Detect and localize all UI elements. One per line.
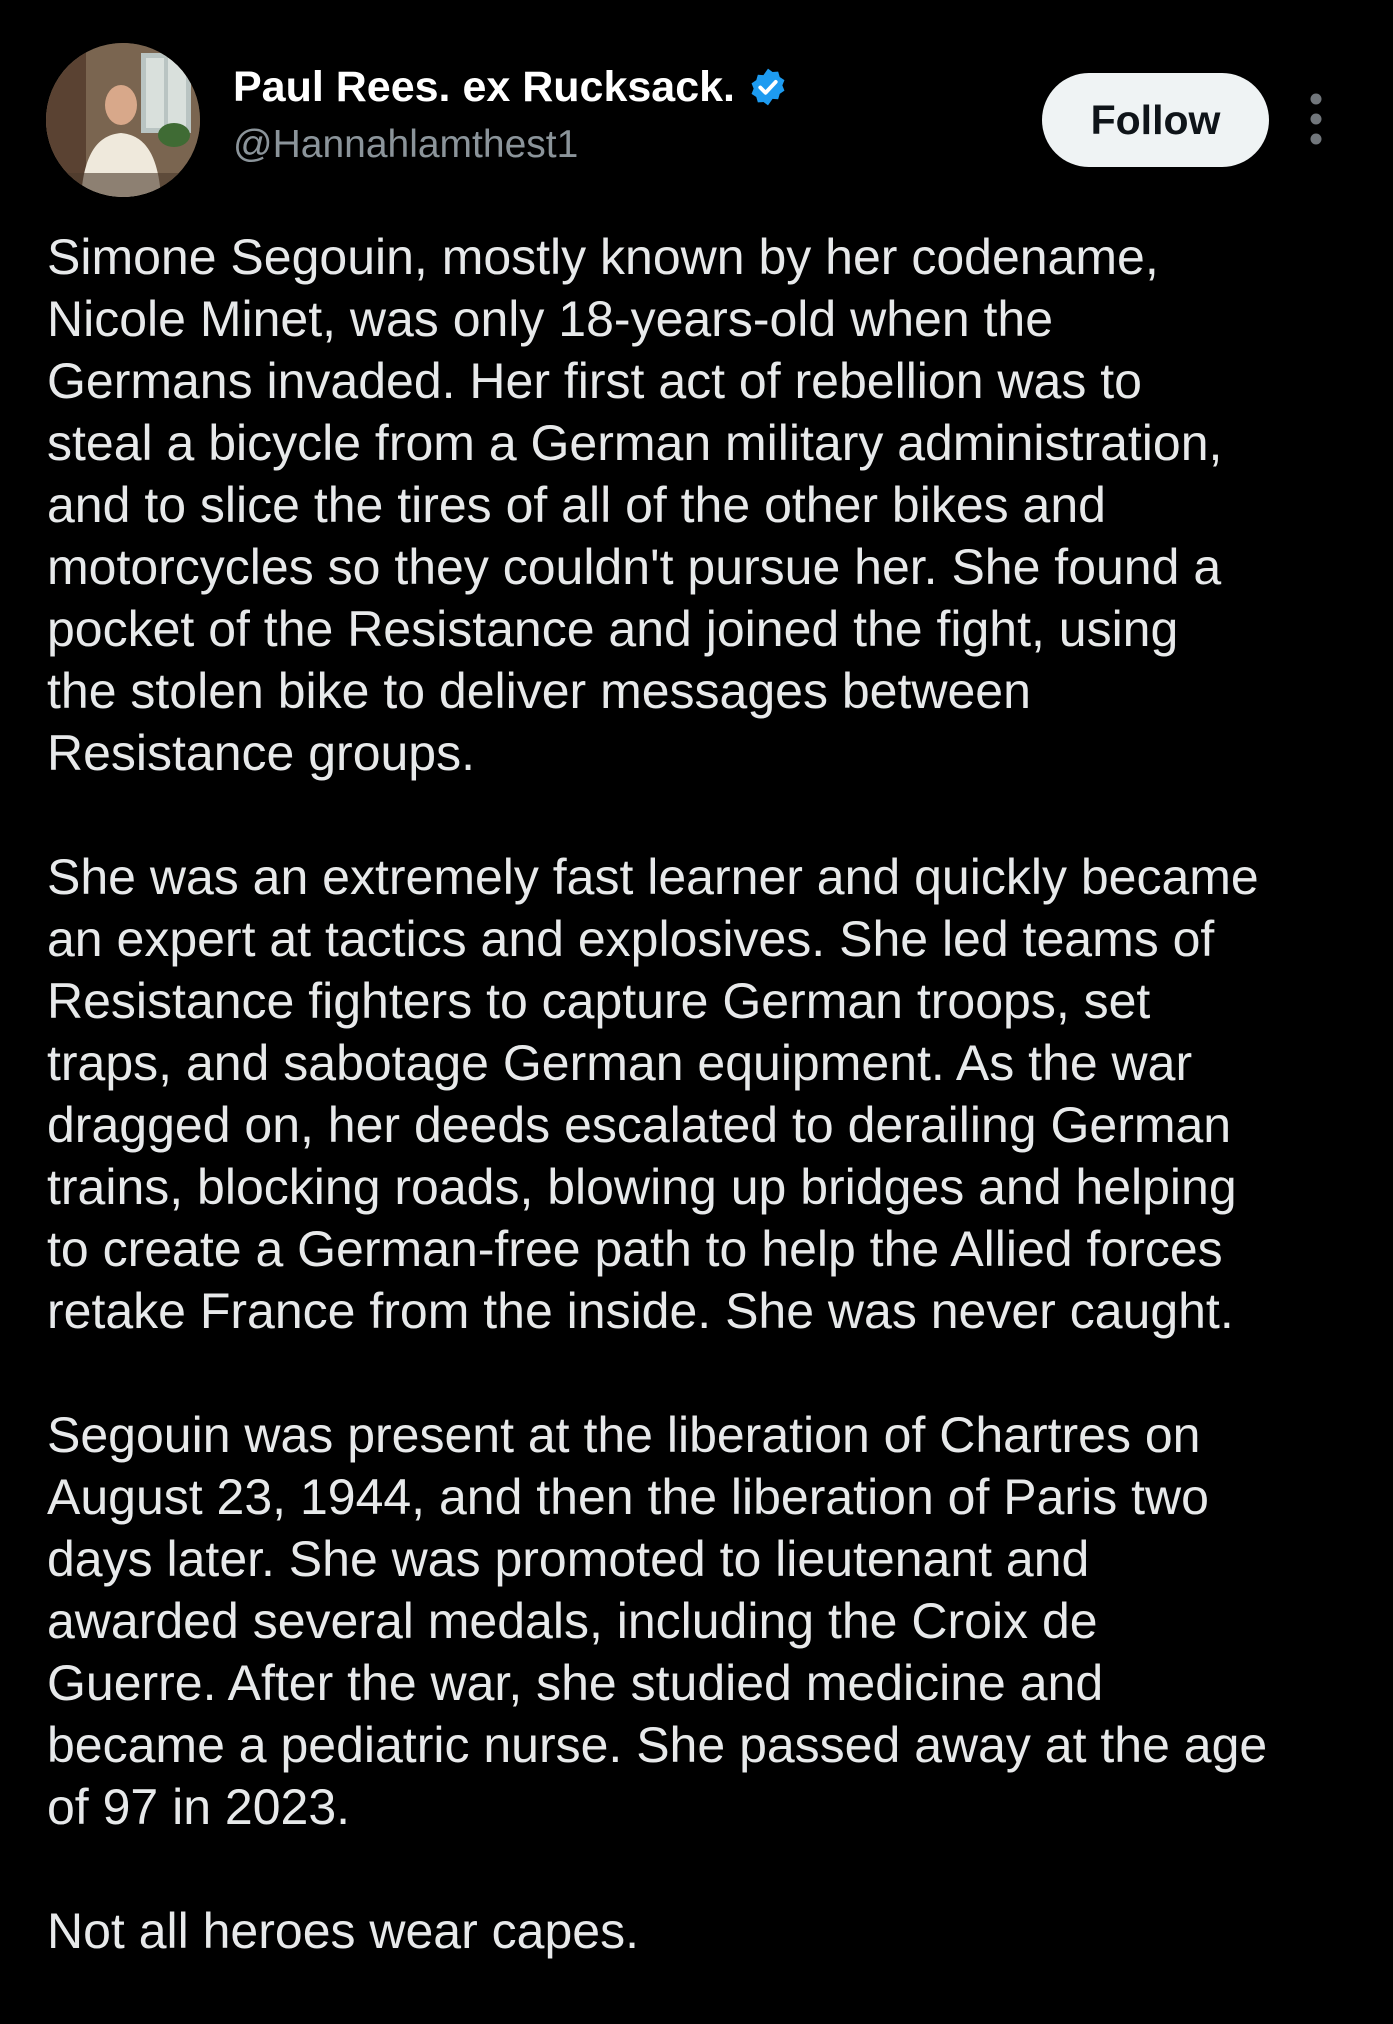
author-display-name-text: Paul Rees. ex Rucksack. — [233, 63, 735, 111]
author-names — [233, 58, 789, 172]
tweet-paragraph: Segouin was present at the liberation of Chartres on August 23, 1944, and then the liberation of Paris two days later. She was promoted to lieutenant and awarded several medals, including the Croix de Guerre. After the war, she studied medicine and became a pediatric nurse. She passed away at the age of 97 in 2023. — [47, 1407, 1268, 1835]
avatar-photo-icon — [46, 43, 200, 197]
verified-badge-icon — [747, 66, 789, 108]
tweet-header — [0, 0, 1393, 170]
follow-button[interactable]: Follow — [1042, 73, 1269, 167]
tweet-paragraph: Not all heroes wear capes. — [47, 1903, 639, 1959]
more-vertical-icon[interactable] — [1304, 92, 1328, 146]
tweet-paragraph: Simone Segouin, mostly known by her codename, Nicole Minet, was only 18-years-old when the Germans invaded. Her first act of rebellion was to steal a bicycle from a German military administration, and to slice the tires of all of the other bikes and motorcycles so they couldn't pursue her. She found a pocket of the Resistance and joined the fight, using the stolen bike to deliver messages between Resistance groups. — [47, 229, 1223, 781]
author-handle[interactable]: @Hannahlamthest1 — [233, 123, 579, 166]
tweet-paragraph: She was an extremely fast learner and quickly became an expert at tactics and explosives. She led teams of Resistance fighters to capture German troops, set traps, and sabotage German equipment. As the war dragged on, her deeds escalated to derailing German trains, blocking roads, blowing up bridges and helping to create a German-free path to help the Allied forces retake France from the inside. She was never caught. — [47, 849, 1259, 1339]
author-display-name[interactable] — [233, 58, 789, 116]
tweet-text — [47, 226, 1367, 2024]
avatar[interactable] — [46, 43, 200, 197]
